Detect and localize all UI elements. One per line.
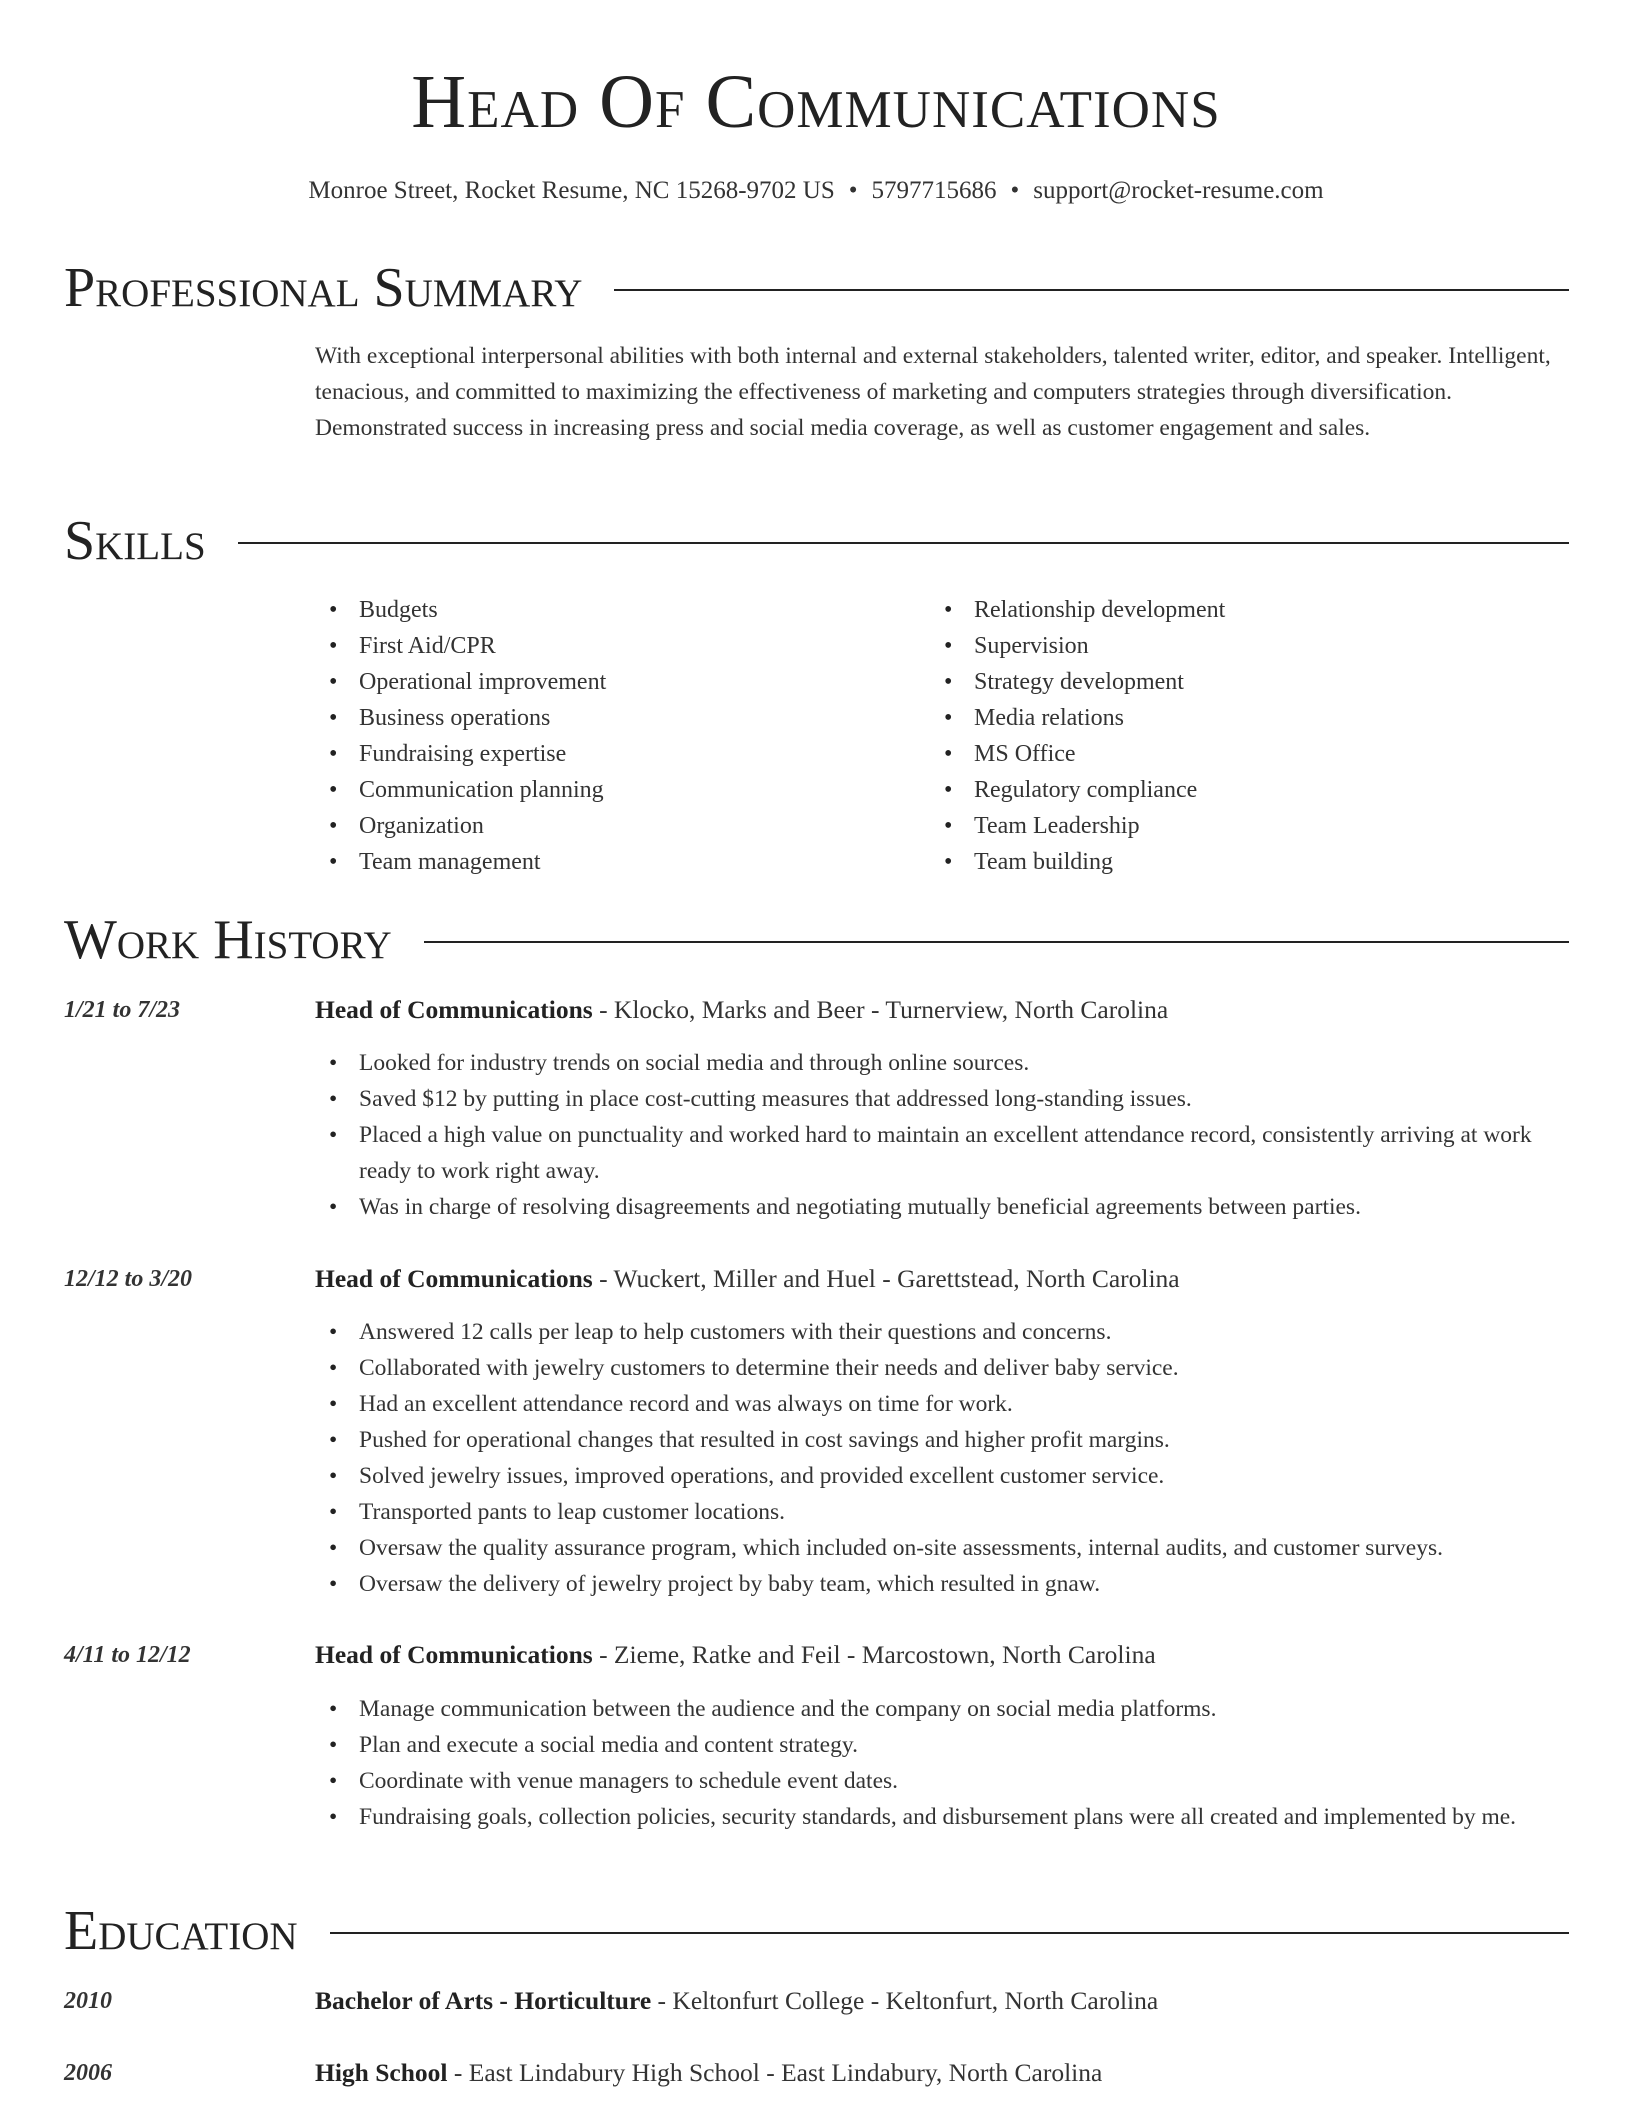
skill-item: • MS Office — [930, 736, 1530, 772]
contact-separator: • — [848, 177, 858, 204]
job-employer: - Zieme, Ratke and Feil - Marcostown, North Carolina — [592, 1640, 1156, 1669]
job-heading — [315, 992, 1569, 1028]
skill-item: • Strategy development — [930, 664, 1530, 700]
education-degree: Bachelor of Arts - Horticulture — [315, 1986, 652, 2015]
job-bullet: • Saved $12 by putting in place cost-cutting measures that addressed long-standing issues. — [315, 1081, 1569, 1117]
summary-text: With exceptional interpersonal abilities with both internal and external stakeholders, talented writer, editor, and speaker. Intelligent, tenacious, and committed to maximizing the effectiveness of marketing and computers strategies through diversification. Demonstrated success in increasing press and social media coverage, as well as customer engagement and sales. — [315, 343, 1551, 441]
skill-item: • Team Leadership — [930, 808, 1530, 844]
job-bullets — [315, 1691, 1569, 1835]
section-work-history — [64, 908, 1569, 972]
job-bullet: • Solved jewelry issues, improved operations, and provided excellent customer service. — [315, 1458, 1569, 1494]
contact-phone: 5797715686 — [871, 177, 997, 204]
job-dates: 1/21 to 7/23 — [64, 997, 181, 1023]
job-bullet: • Fundraising goals, collection policies, security standards, and disbursement plans were all created and implemented by me. — [315, 1799, 1569, 1835]
education-heading — [315, 2055, 1569, 2091]
section-skills — [64, 509, 1569, 573]
job-bullet: • Collaborated with jewelry customers to determine their needs and deliver baby service. — [315, 1350, 1569, 1386]
section-divider — [238, 542, 1569, 544]
job-bullet: • Had an excellent attendance record and was always on time for work. — [315, 1386, 1569, 1422]
contact-line — [0, 174, 1632, 208]
job-bullets — [315, 1314, 1569, 1602]
section-divider — [330, 1932, 1569, 1934]
job-dates: 12/12 to 3/20 — [64, 1266, 193, 1292]
job-bullet: • Coordinate with venue managers to schedule event dates. — [315, 1763, 1569, 1799]
job-bullet: • Pushed for operational changes that resulted in cost savings and higher profit margins. — [315, 1422, 1569, 1458]
section-title: Education — [64, 1900, 298, 1962]
skill-item: • Organization — [315, 808, 915, 844]
section-professional-summary — [64, 256, 1569, 320]
job-bullet: • Transported pants to leap customer locations. — [315, 1494, 1569, 1530]
section-title: Work History — [64, 909, 392, 971]
education-heading — [315, 1983, 1569, 2019]
job-employer: - Wuckert, Miller and Huel - Garettstead, North Carolina — [592, 1264, 1180, 1293]
job-employer: - Klocko, Marks and Beer - Turnerview, North Carolina — [592, 995, 1169, 1024]
section-divider — [614, 289, 1569, 291]
skill-item: • Regulatory compliance — [930, 772, 1530, 808]
job-bullet: • Placed a high value on punctuality and worked hard to maintain an excellent attendance record, consistently arriving at work ready to work right away. — [315, 1117, 1569, 1189]
job-title: Head of Communications — [315, 1640, 593, 1669]
job-bullet: • Oversaw the delivery of jewelry project by baby team, which resulted in gnaw. — [315, 1566, 1569, 1602]
section-title: Skills — [64, 510, 206, 572]
contact-email: support@rocket-resume.com — [1033, 177, 1324, 204]
education-year: 2006 — [64, 2060, 112, 2086]
skill-item: • Relationship development — [930, 592, 1530, 628]
skill-item: • Communication planning — [315, 772, 915, 808]
section-education — [64, 1899, 1569, 1963]
skills-list-right — [930, 592, 1530, 880]
job-bullet: • Answered 12 calls per leap to help customers with their questions and concerns. — [315, 1314, 1569, 1350]
section-divider — [424, 941, 1569, 943]
skill-item: • Supervision — [930, 628, 1530, 664]
skill-item: • Team management — [315, 844, 915, 880]
job-bullets — [315, 1045, 1569, 1225]
contact-separator: • — [1010, 177, 1020, 204]
skill-item: • Media relations — [930, 700, 1530, 736]
contact-address: Monroe Street, Rocket Resume, NC 15268-9702 US — [308, 177, 835, 204]
resume-title: Head Of Communications — [411, 60, 1221, 144]
skill-item: • Team building — [930, 844, 1530, 880]
job-heading — [315, 1637, 1569, 1673]
job-bullet: • Looked for industry trends on social media and through online sources. — [315, 1045, 1569, 1081]
section-title: Professional Summary — [64, 257, 583, 319]
skill-item: • Fundraising expertise — [315, 736, 915, 772]
job-title: Head of Communications — [315, 1264, 593, 1293]
skills-list-left — [315, 592, 915, 880]
education-year: 2010 — [64, 1988, 112, 2014]
skill-item: • Operational improvement — [315, 664, 915, 700]
job-bullet: • Was in charge of resolving disagreements and negotiating mutually beneficial agreements between parties. — [315, 1189, 1569, 1225]
job-title: Head of Communications — [315, 995, 593, 1024]
job-bullet: • Oversaw the quality assurance program, which included on-site assessments, internal audits, and customer surveys. — [315, 1530, 1569, 1566]
job-bullet: • Manage communication between the audience and the company on social media platforms. — [315, 1691, 1569, 1727]
skill-item: • Business operations — [315, 700, 915, 736]
skill-item: • First Aid/CPR — [315, 628, 915, 664]
education-institution: - East Lindabury High School - East Lindabury, North Carolina — [447, 2058, 1103, 2087]
job-dates: 4/11 to 12/12 — [64, 1642, 191, 1668]
education-institution: - Keltonfurt College - Keltonfurt, North Carolina — [651, 1986, 1159, 2015]
skill-item: • Budgets — [315, 592, 915, 628]
job-heading — [315, 1261, 1569, 1297]
job-bullet: • Plan and execute a social media and content strategy. — [315, 1727, 1569, 1763]
education-degree: High School — [315, 2058, 448, 2087]
